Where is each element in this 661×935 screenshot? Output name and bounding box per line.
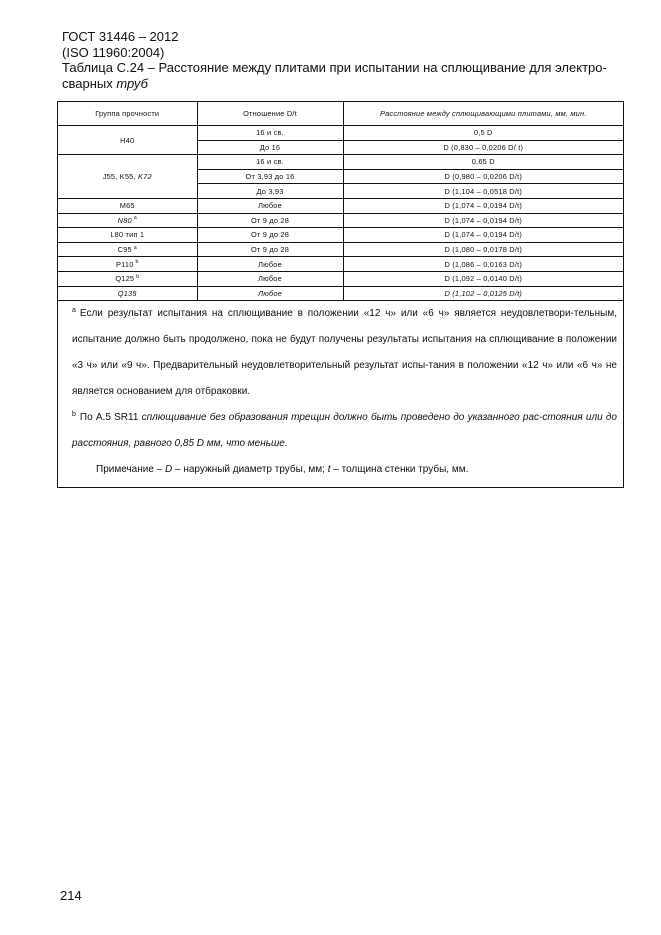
footnote-marker: b	[135, 259, 139, 266]
table-row	[58, 271, 623, 286]
column-header-distance: Расстояние между сплющивающими плитами, мм, мин.	[343, 102, 623, 126]
plate-distance-table-frame	[57, 101, 624, 488]
standard-number: ГОСТ 31446 – 2012	[62, 29, 179, 44]
footnote-b	[72, 405, 617, 457]
footnote-b-marker: b	[72, 410, 76, 418]
remark-t-symbol: t	[327, 464, 331, 476]
ratio-cell: Любое	[197, 286, 343, 301]
footnote-b-text: По А.5 SR11	[79, 412, 142, 424]
table-row	[58, 257, 623, 272]
table-notes	[58, 301, 623, 487]
ratio-cell: От 3,93 до 16	[197, 169, 343, 184]
ratio-cell: 16 и св.	[197, 155, 343, 170]
group-cell-regular: J55, K55,	[102, 172, 138, 182]
footnote-marker: b	[136, 273, 140, 280]
table-caption-italic: труб	[116, 75, 148, 91]
table-row	[58, 213, 623, 228]
ratio-cell: Любое	[197, 198, 343, 213]
group-cell-regular: С95	[117, 245, 132, 255]
table-remark	[72, 457, 617, 483]
page-number: 214	[60, 888, 82, 903]
distance-cell: D (1,104 – 0,0518 D/t)	[343, 184, 623, 199]
distance-cell: 0,5 D	[343, 126, 623, 141]
column-header-ratio: Отношение D/t	[197, 102, 343, 126]
distance-cell: 0,65 D	[343, 155, 623, 170]
remark-d-text: – наружный диаметр трубы, мм;	[172, 464, 328, 476]
footnote-b-italic: сплющивание без образования трещин должно быть проведено до указанного рас-стояния или до расстояния, равного 0,85 D мм, что меньше.	[72, 412, 617, 450]
iso-reference: (ISO 11960:2004)	[62, 44, 165, 60]
table-row	[58, 242, 623, 257]
footnote-a-marker: a	[72, 306, 76, 314]
group-cell-italic: N80	[117, 215, 132, 225]
remark-t-text: – толщина стенки трубы, мм.	[330, 464, 469, 476]
group-cell: L80 тип 1	[58, 228, 197, 243]
column-header-group: Группа прочности	[58, 102, 197, 126]
plate-distance-table	[58, 102, 623, 301]
ratio-cell: От 9 до 28	[197, 242, 343, 257]
ratio-cell: Любое	[197, 257, 343, 272]
footnote-a-text: Если результат испытания на сплющивание в положении «12 ч» или «6 ч» является неудовлетвори-тельным, испытание должно быть продолжено, пока не будут получены результаты испытания на сплющивание в положении «3 ч» или «9 ч». Предварительный неудовлетворительный результат испы-тания в положении «12 ч» или «6 ч» не является основанием для отбраковки.	[72, 308, 617, 398]
distance-cell: D (1,074 – 0,0194 D/t)	[343, 213, 623, 228]
distance-cell: D (0,980 – 0,0206 D/t)	[343, 169, 623, 184]
group-cell-regular: Q125	[115, 274, 135, 284]
distance-cell: D (1,074 – 0,0194 D/t)	[343, 198, 623, 213]
ratio-cell: Любое	[197, 271, 343, 286]
ratio-cell: До 3,93	[197, 184, 343, 199]
remark-d-symbol: D	[165, 464, 173, 476]
ratio-cell: От 9 до 28	[197, 213, 343, 228]
table-row	[58, 198, 623, 213]
table-row	[58, 228, 623, 243]
document-header	[62, 29, 632, 91]
table-caption	[62, 60, 632, 91]
footnote-marker: a	[133, 215, 137, 222]
ratio-cell: До 16	[197, 140, 343, 155]
distance-cell: D (1,086 – 0,0163 D/t)	[343, 257, 623, 272]
table-row	[58, 286, 623, 301]
footnote-a	[72, 301, 617, 405]
group-cell: Q135	[58, 286, 197, 301]
ratio-cell: 16 и св.	[197, 126, 343, 141]
group-cell	[58, 242, 197, 257]
distance-cell: D (1,074 – 0,0194 D/t)	[343, 228, 623, 243]
group-cell	[58, 213, 197, 228]
group-cell	[58, 271, 197, 286]
group-cell	[58, 155, 197, 199]
group-cell-regular: Р110	[116, 259, 134, 269]
distance-cell: D (1,102 – 0,0125 D/t)	[343, 286, 623, 301]
group-cell	[58, 257, 197, 272]
group-cell: М65	[58, 198, 197, 213]
distance-cell: D (1,092 – 0,0140 D/t)	[343, 271, 623, 286]
table-row	[58, 126, 623, 141]
table-header-row	[58, 102, 623, 126]
footnote-marker: a	[133, 244, 137, 251]
table-row	[58, 155, 623, 170]
table-caption-main: Таблица С.24 – Расстояние между плитами при испытании на сплющивание для электро-сварных	[62, 60, 607, 91]
ratio-cell: От 9 до 28	[197, 228, 343, 243]
group-cell-italic: K72	[138, 172, 152, 182]
group-cell: Н40	[58, 126, 197, 155]
remark-prefix: Примечание –	[96, 464, 165, 476]
distance-cell: D (1,080 – 0,0178 D/t)	[343, 242, 623, 257]
distance-cell: D (0,830 – 0,0206 D/ t)	[343, 140, 623, 155]
